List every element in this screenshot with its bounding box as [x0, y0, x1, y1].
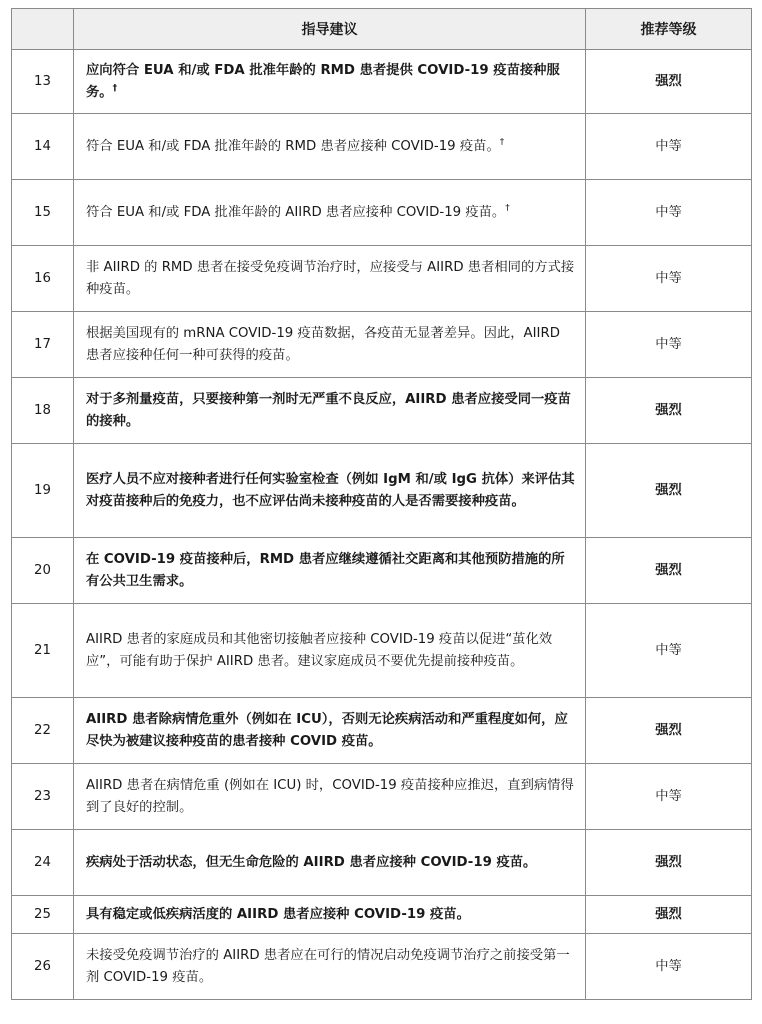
row-number: 19 — [12, 444, 74, 538]
table-row — [12, 312, 752, 378]
row-number: 21 — [12, 604, 74, 698]
header-recommendation: 指导建议 — [74, 9, 586, 50]
row-grade: 强烈 — [586, 50, 752, 114]
row-grade: 强烈 — [586, 698, 752, 764]
row-recommendation — [74, 378, 586, 444]
recommendation-text: 未接受免疫调节治疗的 AIIRD 患者应在可行的情况启动免疫调节治疗之前接受第一剂 COVID-19 疫苗。 — [86, 947, 570, 985]
row-number: 25 — [12, 896, 74, 934]
table-row — [12, 246, 752, 312]
recommendation-text: AIIRD 患者在病情危重 (例如在 ICU) 时，COVID-19 疫苗接种应推迟，直到病情得到了良好的控制。 — [86, 777, 574, 815]
row-number: 18 — [12, 378, 74, 444]
row-grade: 中等 — [586, 934, 752, 1000]
row-recommendation — [74, 604, 586, 698]
row-number: 17 — [12, 312, 74, 378]
table-row — [12, 698, 752, 764]
row-grade: 中等 — [586, 312, 752, 378]
recommendations-table-container — [11, 8, 751, 1000]
recommendation-text: 医疗人员不应对接种者进行任何实验室检查（例如 IgM 和/或 IgG 抗体）来评估其对疫苗接种后的免疫力，也不应评估尚未接种疫苗的人是否需要接种疫苗。 — [86, 471, 575, 509]
table-row — [12, 604, 752, 698]
row-number: 22 — [12, 698, 74, 764]
recommendation-text: 疾病处于活动状态，但无生命危险的 AIIRD 患者应接种 COVID-19 疫苗。 — [86, 854, 537, 870]
row-number: 23 — [12, 764, 74, 830]
table-row — [12, 50, 752, 114]
row-recommendation — [74, 830, 586, 896]
table-row — [12, 114, 752, 180]
table-row — [12, 830, 752, 896]
dagger-mark: † — [505, 203, 510, 214]
recommendation-text: 非 AIIRD 的 RMD 患者在接受免疫调节治疗时，应接受与 AIIRD 患者相同的方式接种疫苗。 — [86, 259, 575, 297]
dagger-mark: † — [112, 83, 118, 94]
row-grade: 中等 — [586, 604, 752, 698]
row-number: 20 — [12, 538, 74, 604]
row-grade: 强烈 — [586, 378, 752, 444]
row-number: 14 — [12, 114, 74, 180]
table-row — [12, 896, 752, 934]
recommendation-text: 对于多剂量疫苗，只要接种第一剂时无严重不良反应，AIIRD 患者应接受同一疫苗的接种。 — [86, 391, 571, 429]
recommendation-text: 符合 EUA 和/或 FDA 批准年龄的 AIIRD 患者应接种 COVID-19 疫苗。 — [86, 204, 506, 220]
table-header-row — [12, 9, 752, 50]
row-grade: 中等 — [586, 114, 752, 180]
dagger-mark: † — [499, 137, 505, 148]
row-recommendation — [74, 444, 586, 538]
table-row — [12, 180, 752, 246]
recommendation-text: AIIRD 患者的家庭成员和其他密切接触者应接种 COVID-19 疫苗以促进“茧化效应”，可能有助于保护 AIIRD 患者。建议家庭成员不要优先提前接种疫苗。 — [86, 631, 553, 669]
row-recommendation — [74, 312, 586, 378]
row-number: 15 — [12, 180, 74, 246]
table-row — [12, 444, 752, 538]
recommendation-text: AIIRD 患者除病情危重外（例如在 ICU），否则无论疾病活动和严重程度如何，应尽快为被建议接种疫苗的患者接种 COVID 疫苗。 — [86, 711, 568, 749]
row-number: 16 — [12, 246, 74, 312]
row-number: 24 — [12, 830, 74, 896]
row-recommendation — [74, 896, 586, 934]
row-grade: 强烈 — [586, 538, 752, 604]
recommendations-table — [11, 8, 752, 1000]
row-recommendation — [74, 698, 586, 764]
header-number — [12, 9, 74, 50]
table-row — [12, 934, 752, 1000]
recommendation-text: 在 COVID-19 疫苗接种后，RMD 患者应继续遵循社交距离和其他预防措施的所有公共卫生需求。 — [86, 551, 565, 589]
row-recommendation — [74, 538, 586, 604]
row-grade: 强烈 — [586, 830, 752, 896]
row-recommendation — [74, 934, 586, 1000]
row-grade: 强烈 — [586, 896, 752, 934]
row-grade: 中等 — [586, 246, 752, 312]
table-body — [12, 50, 752, 1000]
recommendation-text: 应向符合 EUA 和/或 FDA 批准年龄的 RMD 患者提供 COVID-19 疫苗接种服务。 — [86, 62, 560, 100]
recommendation-text: 符合 EUA 和/或 FDA 批准年龄的 RMD 患者应接种 COVID-19 疫苗。 — [86, 138, 500, 154]
row-recommendation — [74, 246, 586, 312]
row-recommendation — [74, 114, 586, 180]
row-recommendation — [74, 764, 586, 830]
table-row — [12, 764, 752, 830]
row-grade: 中等 — [586, 180, 752, 246]
table-row — [12, 378, 752, 444]
header-grade: 推荐等级 — [586, 9, 752, 50]
row-number: 26 — [12, 934, 74, 1000]
row-grade: 中等 — [586, 764, 752, 830]
row-recommendation — [74, 50, 586, 114]
table-row — [12, 538, 752, 604]
row-grade: 强烈 — [586, 444, 752, 538]
recommendation-text: 根据美国现有的 mRNA COVID-19 疫苗数据，各疫苗无显著差异。因此，AIIRD 患者应接种任何一种可获得的疫苗。 — [86, 325, 560, 363]
row-number: 13 — [12, 50, 74, 114]
row-recommendation — [74, 180, 586, 246]
recommendation-text: 具有稳定或低疾病活度的 AIIRD 患者应接种 COVID-19 疫苗。 — [86, 906, 470, 922]
